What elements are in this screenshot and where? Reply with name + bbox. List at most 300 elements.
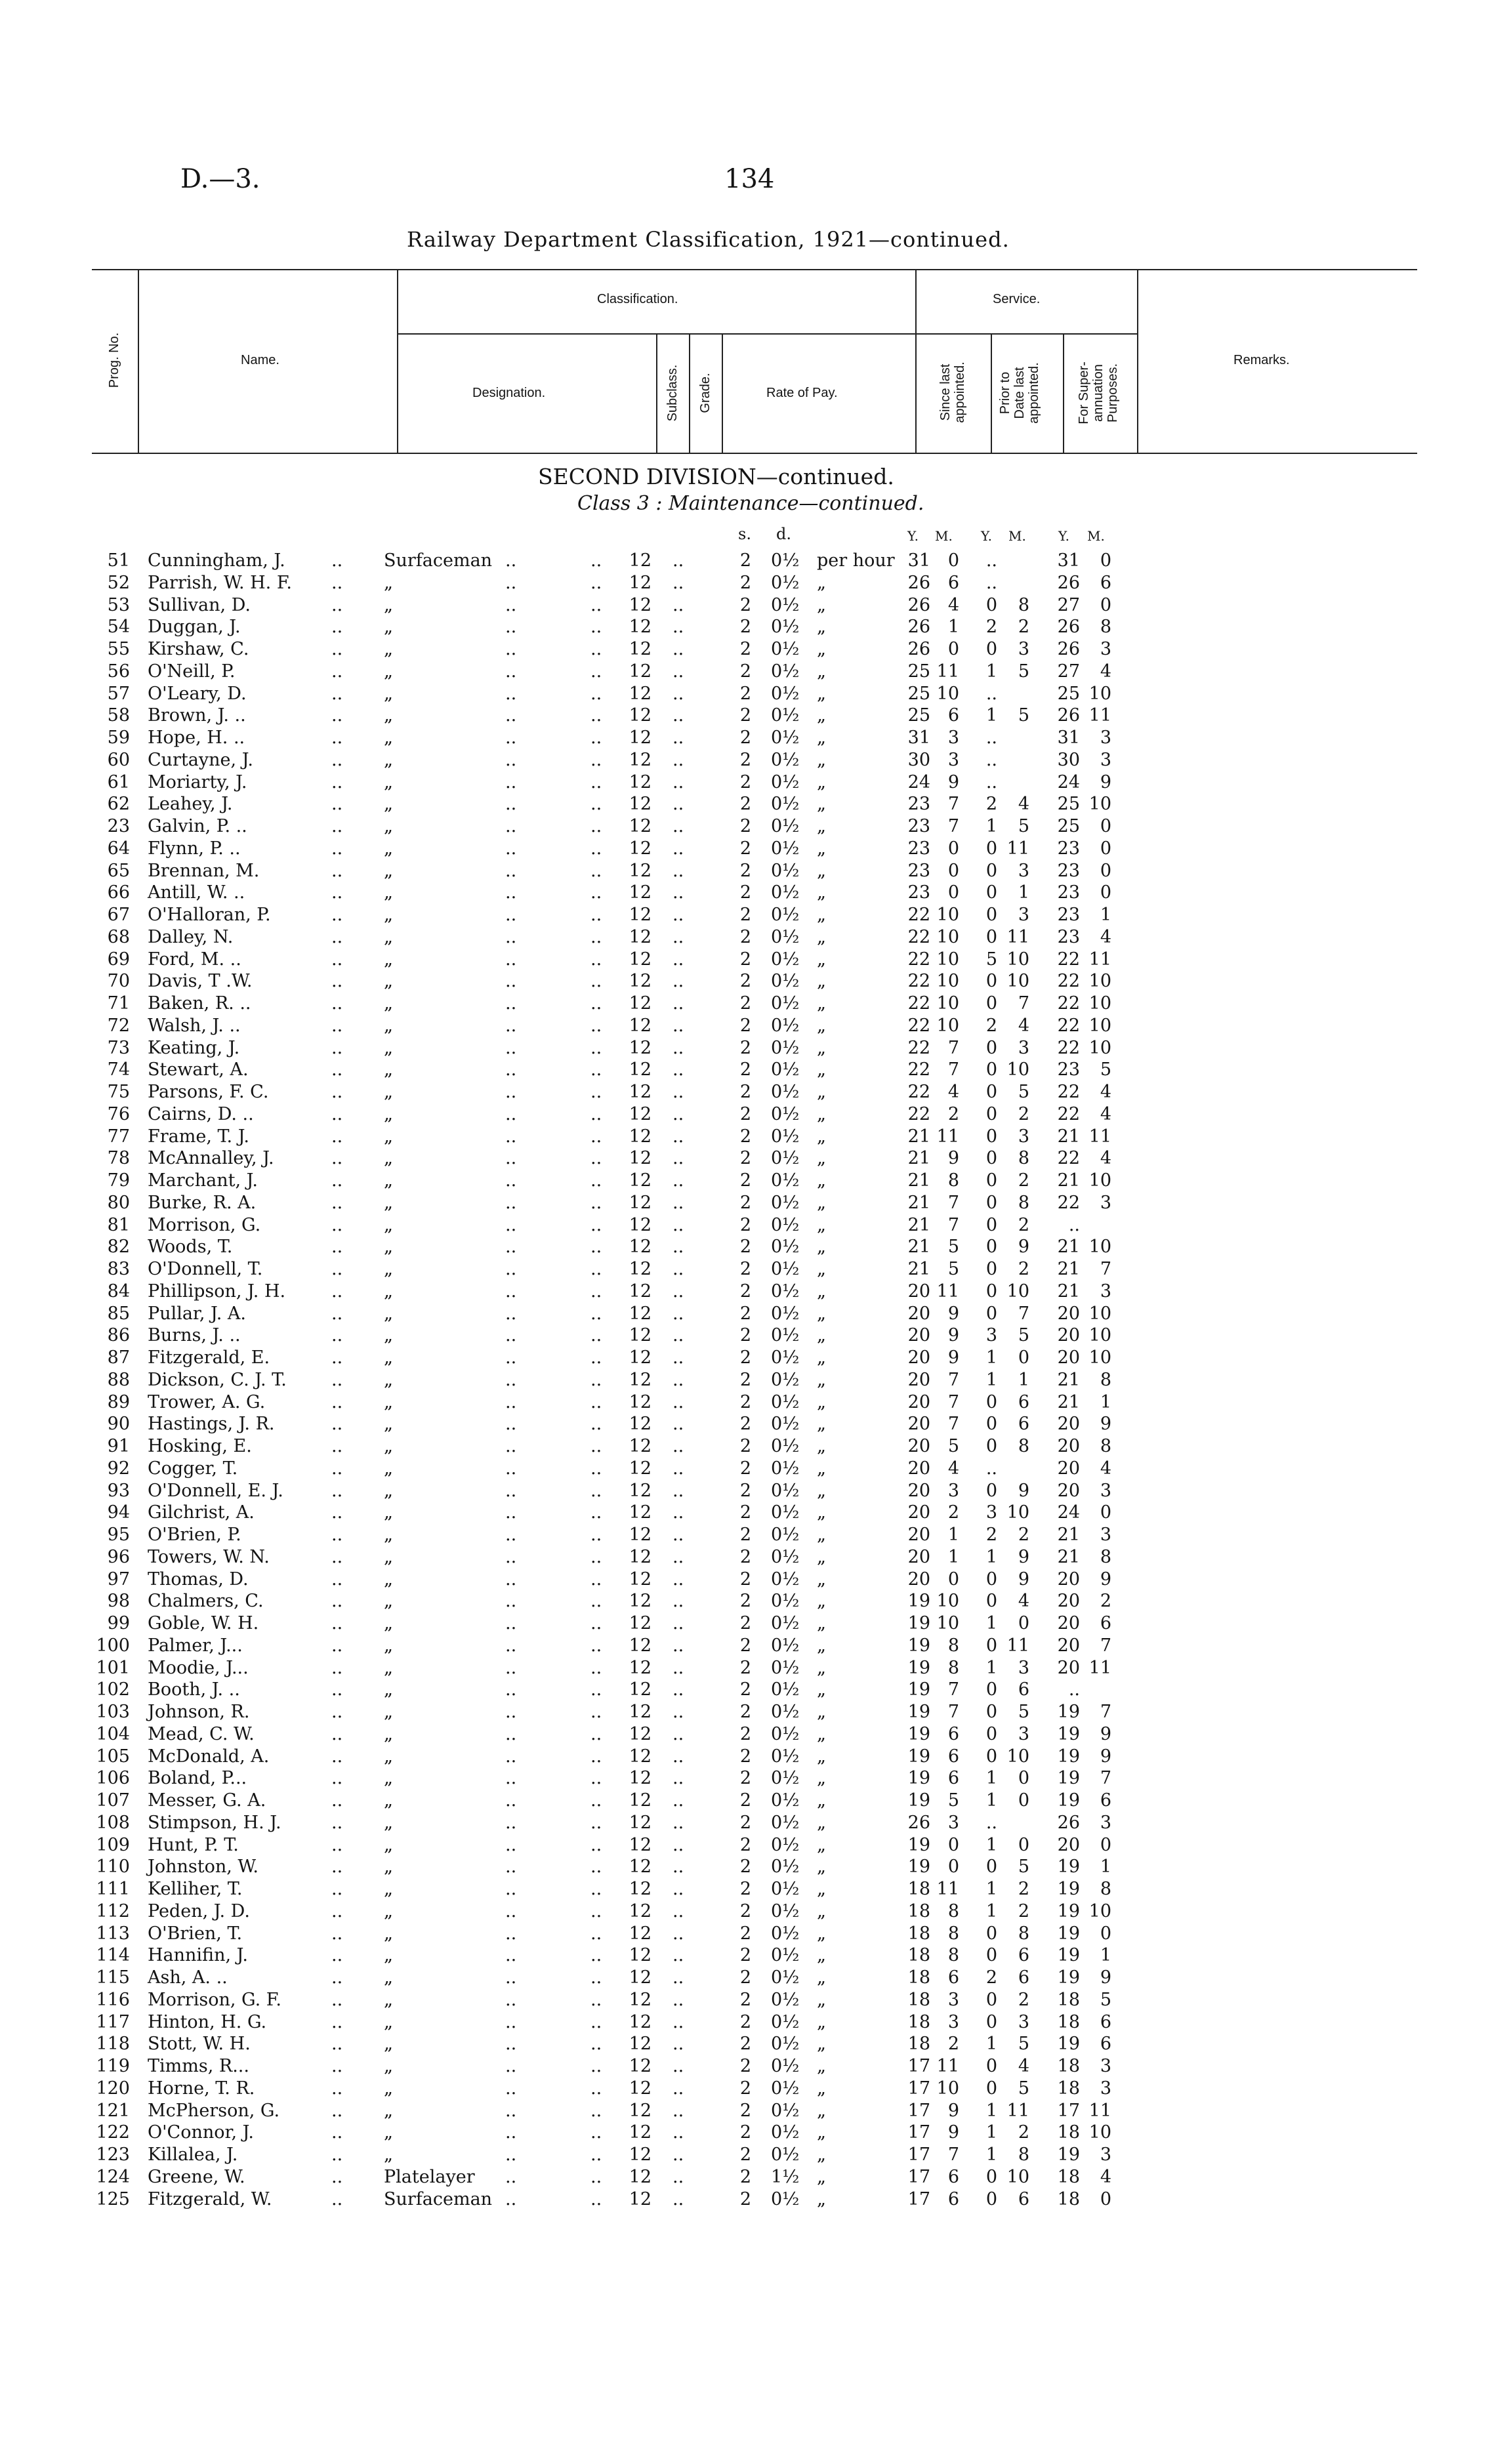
row-prior-months: 5 — [1018, 1702, 1029, 1722]
row-rate-unit: „ — [817, 1148, 826, 1169]
designation-leader-a: .. — [505, 2166, 517, 2187]
row-prog-no: 109 — [96, 1834, 130, 1855]
row-since-years: 23 — [907, 838, 930, 859]
row-prior-months: 10 — [1006, 1059, 1029, 1080]
row-rate-pence: 0½ — [771, 661, 800, 682]
row-prior-years: 5 — [985, 949, 997, 970]
row-prior-months: 3 — [1018, 1037, 1029, 1058]
row-rate-shillings: 2 — [739, 594, 751, 615]
row-name: O'Donnell, T. — [148, 1259, 263, 1279]
row-prior-months: 5 — [1018, 1082, 1029, 1102]
row-prior-months: 8 — [1018, 1436, 1029, 1456]
row-super-years: 31 — [1057, 550, 1080, 571]
row-rate-pence: 0½ — [771, 1082, 800, 1102]
name-leader: .. — [331, 1436, 343, 1456]
classification-rule — [397, 333, 1137, 335]
row-super-months: 1 — [1100, 905, 1111, 925]
row-super-months: 4 — [1100, 2166, 1111, 2187]
row-rate-pence: 0½ — [771, 1059, 800, 1080]
row-super-months: 4 — [1100, 1458, 1111, 1479]
row-grade: 12 — [629, 2166, 652, 2187]
row-super-months: 0 — [1100, 594, 1111, 615]
name-leader: .. — [331, 617, 343, 638]
designation-leader-b: .. — [590, 1391, 602, 1412]
header-bottom-rule — [92, 453, 1417, 454]
row-rate-shillings: 2 — [739, 1037, 751, 1058]
row-prior-years: 0 — [985, 1148, 997, 1169]
row-since-years: 22 — [907, 1015, 930, 1036]
designation-leader-b: .. — [590, 661, 602, 682]
row-rate-pence: 0½ — [771, 1879, 800, 1899]
grade-leader: .. — [673, 860, 684, 881]
row-rate-pence: 0½ — [771, 1502, 800, 1523]
designation-leader-b: .. — [590, 1480, 602, 1501]
row-name: O'Neill, P. — [148, 661, 236, 682]
designation-leader-b: .. — [590, 1369, 602, 1390]
designation-leader-a: .. — [505, 882, 517, 903]
unit-super-years: Y. — [1058, 528, 1069, 544]
designation-leader-a: .. — [505, 1768, 517, 1789]
row-prior-years: 0 — [985, 882, 997, 903]
designation-leader-a: .. — [505, 971, 517, 992]
row-rate-shillings: 2 — [739, 1347, 751, 1368]
row-prog-no: 65 — [107, 860, 130, 881]
row-prog-no: 71 — [107, 993, 130, 1014]
name-leader: .. — [331, 1480, 343, 1501]
grade-leader: .. — [673, 2166, 684, 2187]
unit-since-years: Y. — [907, 528, 919, 544]
row-since-years: 20 — [907, 1369, 930, 1390]
designation-leader-b: .. — [590, 1103, 602, 1124]
row-super-years: 20 — [1057, 1303, 1080, 1324]
row-rate-pence: 0½ — [771, 728, 800, 748]
row-name: Stimpson, H. J. — [148, 1812, 281, 1833]
row-prior-years: 0 — [985, 1569, 997, 1590]
row-rate-shillings: 2 — [739, 2078, 751, 2099]
row-since-months: 3 — [947, 1989, 959, 2010]
row-rate-unit: „ — [817, 838, 826, 859]
row-since-months: 7 — [947, 2145, 959, 2165]
row-rate-pence: 0½ — [771, 2078, 800, 2099]
row-grade: 12 — [629, 1546, 652, 1567]
row-since-years: 20 — [907, 1281, 930, 1302]
designation-leader-b: .. — [590, 1768, 602, 1789]
row-super-months: 10 — [1088, 1015, 1111, 1036]
designation-leader-b: .. — [590, 594, 602, 615]
row-rate-pence: 0½ — [771, 993, 800, 1014]
row-since-years: 18 — [907, 1879, 930, 1899]
designation-leader-a: .. — [505, 993, 517, 1014]
designation-leader-b: .. — [590, 1414, 602, 1435]
row-super-months: 0 — [1100, 1834, 1111, 1855]
designation-leader-b: .. — [590, 1325, 602, 1346]
row-prior-years: 0 — [985, 594, 997, 615]
divider-3 — [656, 333, 657, 453]
designation-leader-b: .. — [590, 1857, 602, 1878]
designation-leader-b: .. — [590, 1082, 602, 1102]
grade-leader: .. — [673, 1834, 684, 1855]
row-designation: „ — [384, 1657, 393, 1678]
row-name: Mead, C. W. — [148, 1723, 255, 1744]
row-rate-unit: „ — [817, 1281, 826, 1302]
designation-leader-a: .. — [505, 1015, 517, 1036]
row-since-months: 10 — [936, 2078, 959, 2099]
designation-leader-b: .. — [590, 2122, 602, 2143]
row-prior-months: 2 — [1018, 1989, 1029, 2010]
row-grade: 12 — [629, 1458, 652, 1479]
since-last-header: Since last appointed. — [938, 361, 967, 423]
row-designation: „ — [384, 617, 393, 638]
row-name: Stewart, A. — [148, 1059, 249, 1080]
row-name: Frame, T. J. — [148, 1126, 249, 1147]
row-rate-pence: 0½ — [771, 926, 800, 947]
name-leader: .. — [331, 1347, 343, 1368]
row-rate-pence: 0½ — [771, 1635, 800, 1656]
row-rate-shillings: 2 — [739, 1812, 751, 1833]
designation-leader-b: .. — [590, 1635, 602, 1656]
name-leader: .. — [331, 1281, 343, 1302]
row-super-years: 17 — [1057, 2100, 1080, 2121]
row-rate-shillings: 2 — [739, 993, 751, 1014]
row-super-months: 10 — [1088, 1303, 1111, 1324]
grade-leader: .. — [673, 550, 684, 571]
designation-leader-a: .. — [505, 771, 517, 792]
name-leader: .. — [331, 794, 343, 815]
row-name: Brown, J. .. — [148, 705, 246, 726]
grade-leader: .. — [673, 1768, 684, 1789]
row-since-years: 19 — [907, 1746, 930, 1767]
row-grade: 12 — [629, 594, 652, 615]
designation-leader-a: .. — [505, 1480, 517, 1501]
row-prior-months: 8 — [1018, 1923, 1029, 1944]
row-rate-shillings: 2 — [739, 1059, 751, 1080]
row-since-years: 19 — [907, 1613, 930, 1633]
row-prior-years: .. — [985, 550, 997, 571]
row-prior-months: 5 — [1018, 816, 1029, 836]
row-grade: 12 — [629, 1303, 652, 1324]
row-super-months: 6 — [1100, 1613, 1111, 1633]
row-since-months: 10 — [936, 683, 959, 704]
row-prior-years: 2 — [985, 1015, 997, 1036]
page-number: 134 — [724, 164, 775, 194]
row-super-years: 24 — [1057, 771, 1080, 792]
row-name: O'Brien, T. — [148, 1923, 243, 1944]
row-since-years: 22 — [907, 993, 930, 1014]
designation-leader-a: .. — [505, 1945, 517, 1966]
row-since-months: 5 — [947, 1237, 959, 1258]
row-prior-months: 3 — [1018, 1723, 1029, 1744]
row-rate-shillings: 2 — [739, 1480, 751, 1501]
row-since-months: 11 — [936, 2056, 959, 2076]
row-designation: „ — [384, 816, 393, 836]
row-super-years: 20 — [1057, 1347, 1080, 1368]
row-name: Hosking, E. — [148, 1436, 252, 1456]
row-since-months: 5 — [947, 1259, 959, 1279]
row-designation: „ — [384, 1723, 393, 1744]
designation-leader-a: .. — [505, 1259, 517, 1279]
row-rate-pence: 0½ — [771, 816, 800, 836]
row-rate-pence: 0½ — [771, 683, 800, 704]
row-rate-shillings: 2 — [739, 1945, 751, 1966]
row-since-years: 23 — [907, 860, 930, 881]
name-leader: .. — [331, 1037, 343, 1058]
row-super-months: 0 — [1100, 1923, 1111, 1944]
row-since-years: 20 — [907, 1347, 930, 1368]
row-prog-no: 86 — [107, 1325, 130, 1346]
grade-leader: .. — [673, 1657, 684, 1678]
row-super-months: 0 — [1100, 816, 1111, 836]
grade-leader: .. — [673, 1126, 684, 1147]
row-rate-pence: 0½ — [771, 639, 800, 659]
row-rate-shillings: 2 — [739, 926, 751, 947]
row-since-years: 20 — [907, 1325, 930, 1346]
row-designation: „ — [384, 2056, 393, 2076]
row-prog-no: 112 — [96, 1900, 130, 1921]
designation-leader-b: .. — [590, 1259, 602, 1279]
row-prior-years: 0 — [985, 1237, 997, 1258]
grade-leader: .. — [673, 1325, 684, 1346]
row-grade: 12 — [629, 1525, 652, 1545]
row-super-months: 10 — [1088, 1170, 1111, 1191]
row-rate-pence: 0½ — [771, 2011, 800, 2032]
grade-leader: .. — [673, 1347, 684, 1368]
row-prog-no: 90 — [107, 1414, 130, 1435]
row-rate-pence: 0½ — [771, 1945, 800, 1966]
row-prior-years: 0 — [985, 1414, 997, 1435]
row-prior-years: 0 — [985, 1702, 997, 1722]
row-since-months: 1 — [947, 1525, 959, 1545]
grade-leader: .. — [673, 661, 684, 682]
row-prior-years: 1 — [985, 2034, 997, 2055]
designation-leader-a: .. — [505, 749, 517, 770]
row-name: Morrison, G. F. — [148, 1989, 281, 2010]
row-prior-years: 1 — [985, 1369, 997, 1390]
row-rate-pence: 0½ — [771, 1414, 800, 1435]
row-designation: Surfaceman — [384, 550, 493, 571]
name-leader: .. — [331, 2166, 343, 2187]
grade-leader: .. — [673, 816, 684, 836]
row-prior-months: 4 — [1018, 1591, 1029, 1612]
row-since-years: 22 — [907, 1059, 930, 1080]
row-super-years: 18 — [1057, 2188, 1080, 2209]
row-prior-years: 0 — [985, 1192, 997, 1213]
row-prog-no: 105 — [96, 1746, 130, 1767]
row-prior-months: 8 — [1018, 1192, 1029, 1213]
row-prior-years: 0 — [985, 1281, 997, 1302]
row-designation: „ — [384, 1414, 393, 1435]
row-prog-no: 101 — [96, 1657, 130, 1678]
grade-leader: .. — [673, 1192, 684, 1213]
row-prior-years: 0 — [985, 838, 997, 859]
row-rate-unit: „ — [817, 1746, 826, 1767]
row-since-months: 6 — [947, 1723, 959, 1744]
row-super-years: 23 — [1057, 905, 1080, 925]
designation-leader-b: .. — [590, 926, 602, 947]
row-since-months: 6 — [947, 705, 959, 726]
unit-super-months: M. — [1087, 528, 1105, 544]
designation-leader-a: .. — [505, 1082, 517, 1102]
designation-leader-b: .. — [590, 993, 602, 1014]
row-since-years: 26 — [907, 617, 930, 638]
designation-leader-b: .. — [590, 683, 602, 704]
row-prior-months: 4 — [1018, 794, 1029, 815]
name-leader: .. — [331, 728, 343, 748]
designation-leader-b: .. — [590, 2166, 602, 2187]
row-designation: „ — [384, 1369, 393, 1390]
row-since-years: 17 — [907, 2100, 930, 2121]
grade-leader: .. — [673, 949, 684, 970]
row-since-months: 10 — [936, 1591, 959, 1612]
row-prior-months: 9 — [1018, 1546, 1029, 1567]
row-grade: 12 — [629, 1347, 652, 1368]
row-rate-unit: „ — [817, 683, 826, 704]
row-prior-years: 0 — [985, 926, 997, 947]
row-prior-years: 0 — [985, 2011, 997, 2032]
row-grade: 12 — [629, 1369, 652, 1390]
row-designation: „ — [384, 661, 393, 682]
row-rate-unit: „ — [817, 1015, 826, 1036]
row-super-months: 1 — [1100, 1945, 1111, 1966]
designation-leader-b: .. — [590, 1790, 602, 1811]
row-designation: „ — [384, 794, 393, 815]
row-designation: „ — [384, 1037, 393, 1058]
row-super-years: 20 — [1057, 1480, 1080, 1501]
row-rate-pence: 0½ — [771, 1192, 800, 1213]
row-prior-years: 0 — [985, 1746, 997, 1767]
row-prior-months: 8 — [1018, 594, 1029, 615]
grade-header: Grade. — [698, 373, 713, 413]
row-prior-months: 3 — [1018, 1657, 1029, 1678]
row-super-months: 10 — [1088, 1347, 1111, 1368]
row-prior-months: 3 — [1018, 2011, 1029, 2032]
row-since-years: 30 — [907, 749, 930, 770]
row-rate-unit: „ — [817, 1546, 826, 1567]
row-prior-years: 1 — [985, 2122, 997, 2143]
row-rate-shillings: 2 — [739, 1923, 751, 1944]
row-since-months: 0 — [947, 1569, 959, 1590]
designation-leader-a: .. — [505, 639, 517, 659]
row-prior-years: 0 — [985, 1059, 997, 1080]
row-since-years: 20 — [907, 1391, 930, 1412]
row-prog-no: 120 — [96, 2078, 130, 2099]
designation-leader-b: .. — [590, 1126, 602, 1147]
row-super-months: 2 — [1100, 1591, 1111, 1612]
row-rate-pence: 0½ — [771, 2145, 800, 2165]
row-rate-shillings: 2 — [739, 661, 751, 682]
row-super-months: 3 — [1100, 639, 1111, 659]
row-name: Ford, M. .. — [148, 949, 241, 970]
row-since-years: 26 — [907, 572, 930, 593]
row-super-years: 20 — [1057, 1436, 1080, 1456]
row-grade: 12 — [629, 1325, 652, 1346]
designation-leader-a: .. — [505, 2100, 517, 2121]
row-name: Dickson, C. J. T. — [148, 1369, 287, 1390]
designation-leader-a: .. — [505, 1900, 517, 1921]
row-prior-years: 2 — [985, 617, 997, 638]
row-since-months: 6 — [947, 2166, 959, 2187]
row-prior-years: 0 — [985, 1103, 997, 1124]
row-prior-years: 0 — [985, 2166, 997, 2187]
designation-leader-a: .. — [505, 1126, 517, 1147]
row-designation: „ — [384, 2145, 393, 2165]
row-rate-unit: „ — [817, 794, 826, 815]
grade-leader: .. — [673, 1525, 684, 1545]
name-leader: .. — [331, 1569, 343, 1590]
row-rate-pence: 0½ — [771, 2034, 800, 2055]
row-super-months: 9 — [1100, 1746, 1111, 1767]
row-rate-pence: 0½ — [771, 2056, 800, 2076]
row-since-months: 7 — [947, 816, 959, 836]
row-since-months: 10 — [936, 926, 959, 947]
row-prog-no: 122 — [96, 2122, 130, 2143]
row-name: Boland, P... — [148, 1768, 247, 1789]
row-prior-years: 0 — [985, 1923, 997, 1944]
row-rate-unit: „ — [817, 1436, 826, 1456]
row-super-months: 9 — [1100, 1569, 1111, 1590]
row-grade: 12 — [629, 1082, 652, 1102]
row-name: Parrish, W. H. F. — [148, 572, 292, 593]
row-prior-years: 0 — [985, 971, 997, 992]
row-prog-no: 110 — [96, 1857, 130, 1878]
row-name: Palmer, J... — [148, 1635, 243, 1656]
row-rate-shillings: 2 — [739, 1192, 751, 1213]
row-prog-no: 59 — [107, 728, 130, 748]
designation-leader-a: .. — [505, 1790, 517, 1811]
service-header: Service. — [993, 292, 1041, 306]
designation-leader-b: .. — [590, 1569, 602, 1590]
row-designation: „ — [384, 1347, 393, 1368]
row-name: Goble, W. H. — [148, 1613, 259, 1633]
row-since-months: 8 — [947, 1657, 959, 1678]
row-prog-no: 79 — [107, 1170, 130, 1191]
name-leader: .. — [331, 2056, 343, 2076]
designation-leader-b: .. — [590, 2011, 602, 2032]
row-rate-unit: „ — [817, 2056, 826, 2076]
row-rate-unit: „ — [817, 1259, 826, 1279]
row-super-years: 21 — [1057, 1237, 1080, 1258]
grade-leader: .. — [673, 639, 684, 659]
grade-leader: .. — [673, 2100, 684, 2121]
row-grade: 12 — [629, 1702, 652, 1722]
row-designation: „ — [384, 1170, 393, 1191]
row-rate-unit: „ — [817, 1325, 826, 1346]
row-grade: 12 — [629, 2145, 652, 2165]
row-name: O'Leary, D. — [148, 683, 247, 704]
grade-leader: .. — [673, 2011, 684, 2032]
row-prog-no: 69 — [107, 949, 130, 970]
row-grade: 12 — [629, 993, 652, 1014]
designation-leader-a: .. — [505, 1746, 517, 1767]
page-title: Railway Department Classification, 1921—continued. — [407, 227, 1010, 252]
divider-6 — [915, 269, 917, 453]
row-rate-shillings: 2 — [739, 1746, 751, 1767]
row-designation: „ — [384, 1148, 393, 1169]
row-since-months: 9 — [947, 1347, 959, 1368]
row-prior-months: 5 — [1018, 661, 1029, 682]
row-designation: „ — [384, 1259, 393, 1279]
row-since-months: 0 — [947, 1834, 959, 1855]
row-super-years: 21 — [1057, 1170, 1080, 1191]
row-since-months: 11 — [936, 1879, 959, 1899]
superannuation-header: For Super- annuation Purposes. — [1077, 361, 1120, 424]
row-since-months: 1 — [947, 617, 959, 638]
row-super-months: 7 — [1100, 1259, 1111, 1279]
row-super-months: 4 — [1100, 926, 1111, 947]
grade-leader: .. — [673, 2056, 684, 2076]
designation-leader-a: .. — [505, 2188, 517, 2209]
name-leader: .. — [331, 2188, 343, 2209]
row-super-months: 8 — [1100, 1369, 1111, 1390]
